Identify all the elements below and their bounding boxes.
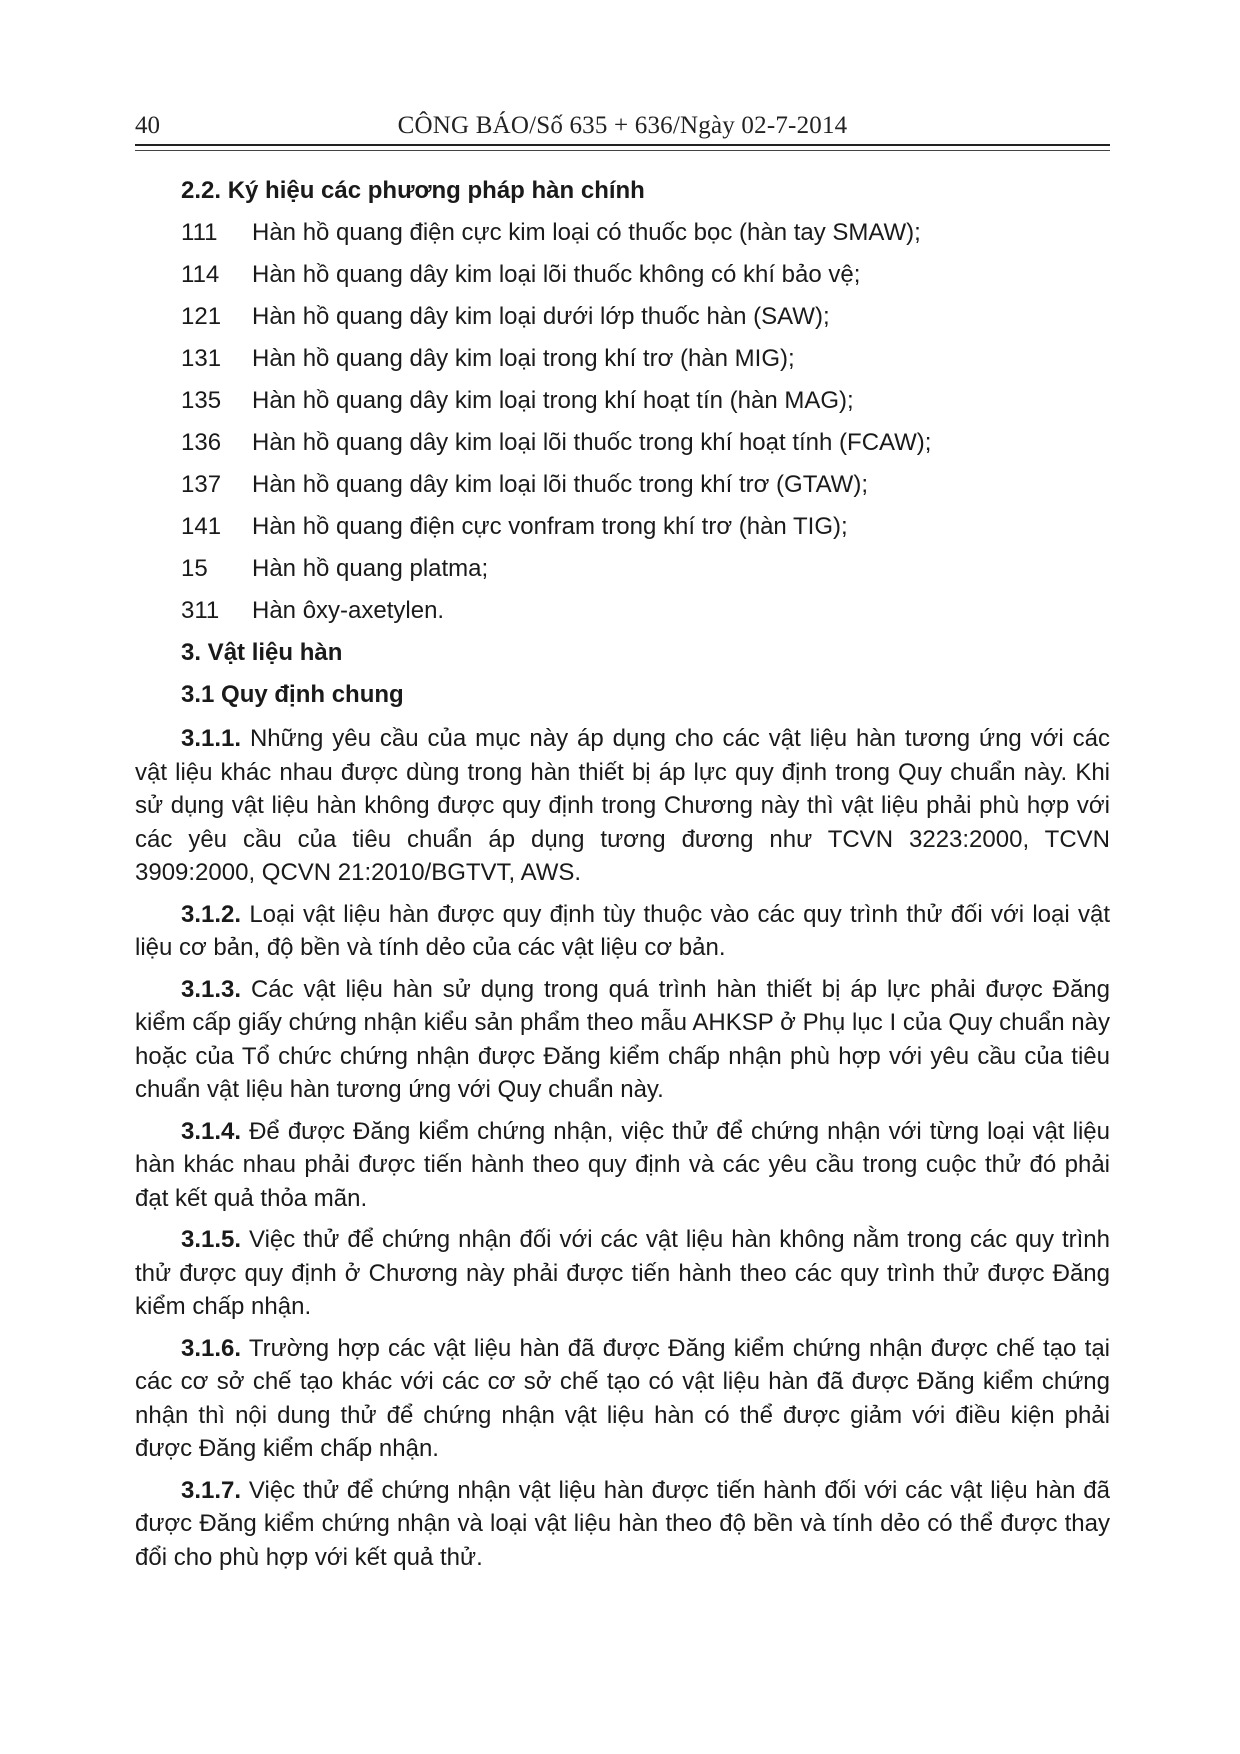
- method-description: Hàn hồ quang dây kim loại lõi thuốc trong khí hoạt tính (FCAW);: [252, 429, 932, 456]
- list-item: [135, 296, 1110, 338]
- header-rule-thin: [135, 150, 1110, 151]
- paragraph-3-1-4: [135, 1115, 1110, 1216]
- welding-method-list: [135, 212, 1110, 632]
- method-description: Hàn ôxy-axetylen.: [252, 597, 445, 624]
- paragraph-3-1-6: [135, 1332, 1110, 1466]
- publication-title: CÔNG BÁO/Số 635 + 636/Ngày 02-7-2014: [397, 112, 848, 139]
- paragraph-number: 3.1.6.: [181, 1334, 242, 1362]
- method-code: 131: [181, 345, 222, 372]
- method-code: 311: [181, 597, 220, 624]
- method-code: 111: [181, 219, 218, 246]
- paragraph-text: Việc thử để chứng nhận đối với các vật liệu hàn không nằm trong các quy trình thử được quy định ở Chương này phải được tiến hành theo các quy trình thử được Đăng kiểm chấp nhận.: [135, 1226, 1110, 1320]
- paragraph-number: 3.1.5.: [181, 1226, 242, 1253]
- method-code: 135: [181, 387, 222, 414]
- method-code: 121: [181, 303, 222, 330]
- document-body: [135, 170, 1110, 1582]
- paragraph-text: Các vật liệu hàn sử dụng trong quá trình hàn thiết bị áp lực phải được Đăng kiểm cấp giấy chứng nhận kiểu sản phẩm theo mẫu AHKSP ở Phụ lục I của Quy chuẩn này hoặc của Tổ chức chứng nhận được Đăng kiểm chấp nhận phù hợp với yêu cầu của tiêu chuẩn vật liệu hàn tương ứng với Quy chuẩn này.: [135, 975, 1110, 1103]
- list-item: [135, 422, 1110, 464]
- method-code: 15: [181, 555, 208, 582]
- paragraph-text: Việc thử để chứng nhận vật liệu hàn được tiến hành đối với các vật liệu hàn đã được Đăng kiểm chứng nhận và loại vật liệu hàn theo độ bền và tính dẻo có thể được thay đổi cho phù hợp với kết quả thử.: [135, 1476, 1110, 1571]
- list-item: [135, 338, 1110, 380]
- list-item: [135, 212, 1110, 254]
- method-description: Hàn hồ quang điện cực vonfram trong khí trơ (hàn TIG);: [252, 513, 848, 540]
- section-heading-2-2: 2.2. Ký hiệu các phương pháp hàn chính: [181, 177, 645, 204]
- method-code: 136: [181, 429, 222, 456]
- page-number: 40: [135, 112, 160, 139]
- list-item: [135, 548, 1110, 590]
- paragraph-text: Những yêu cầu của mục này áp dụng cho các vật liệu hàn tương ứng với các vật liệu khác nhau được dùng trong hàn thiết bị áp lực quy định trong Quy chuẩn này. Khi sử dụng vật liệu hàn không được quy định trong Chương này thì vật liệu phải phù hợp với các yêu cầu của tiêu chuẩn áp dụng tương đương như TCVN 3223:2000, TCVN 3909:2000, QCVN 21:2010/BGTVT, AWS.: [135, 725, 1110, 886]
- page-header: [135, 106, 1110, 146]
- paragraph-number: 3.1.7.: [181, 1476, 242, 1504]
- list-item: [135, 380, 1110, 422]
- paragraph-text: Để được Đăng kiểm chứng nhận, việc thử để chứng nhận với từng loại vật liệu hàn khác nhau phải được tiến hành theo quy định và các yêu cầu trong cuộc thử đó phải đạt kết quả thỏa mãn.: [135, 1117, 1110, 1212]
- list-item: [135, 590, 1110, 632]
- method-description: Hàn hồ quang platma;: [252, 555, 489, 582]
- header-rule-thick: [135, 144, 1110, 146]
- paragraph-3-1-5: [135, 1223, 1110, 1324]
- list-item: [135, 254, 1110, 296]
- list-item: [135, 464, 1110, 506]
- method-description: Hàn hồ quang dây kim loại trong khí hoạt tín (hàn MAG);: [252, 387, 854, 414]
- paragraph-number: 3.1.2.: [181, 900, 242, 928]
- paragraph-3-1-7: [135, 1474, 1110, 1575]
- method-description: Hàn hồ quang dây kim loại lõi thuốc trong khí trơ (GTAW);: [252, 471, 868, 498]
- paragraph-3-1-2: [135, 898, 1110, 965]
- paragraph-number: 3.1.1.: [181, 725, 242, 752]
- section-heading-3-1: 3.1 Quy định chung: [181, 681, 404, 708]
- paragraph-3-1-3: [135, 973, 1110, 1107]
- paragraph-text: Trường hợp các vật liệu hàn đã được Đăng kiểm chứng nhận được chế tạo tại các cơ sở chế tạo khác với các cơ sở chế tạo có vật liệu hàn đã được Đăng kiểm chứng nhận thì nội dung thử để chứng nhận vật liệu hàn có thể được giảm với điều kiện phải được Đăng kiểm chấp nhận.: [135, 1334, 1110, 1462]
- method-code: 141: [181, 513, 222, 540]
- method-description: Hàn hồ quang điện cực kim loại có thuốc bọc (hàn tay SMAW);: [252, 219, 921, 246]
- list-item: [135, 506, 1110, 548]
- paragraph-number: 3.1.3.: [181, 975, 242, 1003]
- section-heading-3: 3. Vật liệu hàn: [181, 639, 343, 666]
- paragraph-3-1-1: [135, 722, 1110, 890]
- paragraph-text: Loại vật liệu hàn được quy định tùy thuộc vào các quy trình thử đối với loại vật liệu cơ bản, độ bền và tính dẻo của các vật liệu cơ bản.: [135, 900, 1110, 961]
- paragraph-number: 3.1.4.: [181, 1117, 242, 1145]
- method-code: 114: [181, 261, 220, 288]
- method-description: Hàn hồ quang dây kim loại trong khí trơ (hàn MIG);: [252, 345, 795, 372]
- method-code: 137: [181, 471, 222, 498]
- method-description: Hàn hồ quang dây kim loại dưới lớp thuốc hàn (SAW);: [252, 303, 830, 330]
- method-description: Hàn hồ quang dây kim loại lõi thuốc không có khí bảo vệ;: [252, 261, 861, 288]
